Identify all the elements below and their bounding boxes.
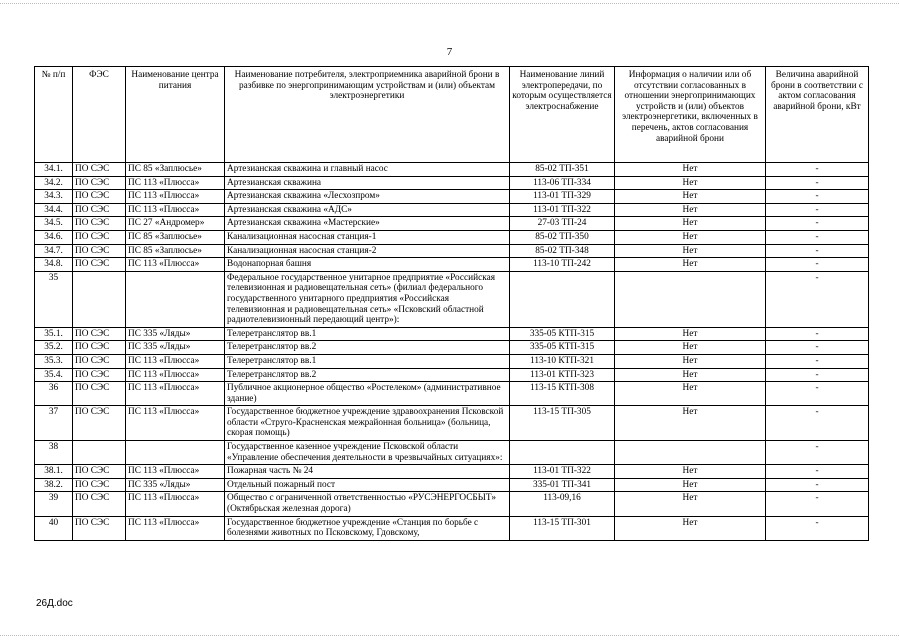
cell-info: Нет bbox=[615, 354, 766, 368]
header-consumer: Наименование потребителя, электроприемника аварийной брони в разбивке по энергопринимающим устройствам и (или) объектам электроэнергетики bbox=[225, 67, 510, 163]
cell-center: ПС 113 «Плюсса» bbox=[126, 368, 225, 382]
table-row bbox=[35, 163, 869, 177]
cell-consumer: Отдельный пожарный пост bbox=[225, 478, 510, 492]
cell-num: 38.2. bbox=[35, 478, 73, 492]
table-row bbox=[35, 203, 869, 217]
cell-consumer: Телеретранслятор вв.2 bbox=[225, 341, 510, 355]
cell-info: Нет bbox=[615, 478, 766, 492]
cell-fes: ПО СЭС bbox=[73, 382, 126, 406]
cell-num: 39 bbox=[35, 492, 73, 516]
cell-center: ПС 85 «Заплюсье» bbox=[126, 230, 225, 244]
cell-value: - bbox=[766, 516, 869, 540]
cell-fes: ПО СЭС bbox=[73, 492, 126, 516]
cell-num: 34.2. bbox=[35, 176, 73, 190]
header-center: Наименование центра питания bbox=[126, 67, 225, 163]
cell-fes: ПО СЭС bbox=[73, 341, 126, 355]
cell-num: 35 bbox=[35, 271, 73, 327]
cell-info: Нет bbox=[615, 203, 766, 217]
cell-value: - bbox=[766, 406, 869, 441]
cell-line: 335-05 КТП-315 bbox=[510, 327, 615, 341]
cell-fes: ПО СЭС bbox=[73, 354, 126, 368]
cell-fes: ПО СЭС bbox=[73, 406, 126, 441]
table-row bbox=[35, 271, 869, 327]
table-header-row bbox=[35, 67, 869, 163]
table-row bbox=[35, 258, 869, 272]
table-row bbox=[35, 354, 869, 368]
cell-num: 40 bbox=[35, 516, 73, 540]
cell-center bbox=[126, 441, 225, 465]
cell-consumer: Государственное бюджетное учреждение здравоохранения Псковской области «Струго-Красненская межрайонная больница» (больница, скорая помощь) bbox=[225, 406, 510, 441]
cell-line: 85-02 ТП-351 bbox=[510, 163, 615, 177]
table-row bbox=[35, 368, 869, 382]
cell-value: - bbox=[766, 465, 869, 479]
table-row bbox=[35, 217, 869, 231]
cell-line: 113-15 КТП-308 bbox=[510, 382, 615, 406]
cell-value: - bbox=[766, 327, 869, 341]
cell-fes: ПО СЭС bbox=[73, 203, 126, 217]
cell-consumer: Артезианская скважина «Лесхозпром» bbox=[225, 190, 510, 204]
cell-center: ПС 335 «Ляды» bbox=[126, 478, 225, 492]
cell-value: - bbox=[766, 382, 869, 406]
cell-fes: ПО СЭС bbox=[73, 163, 126, 177]
cell-info: Нет bbox=[615, 382, 766, 406]
cell-value: - bbox=[766, 176, 869, 190]
cell-value: - bbox=[766, 354, 869, 368]
table-row bbox=[35, 190, 869, 204]
cell-value: - bbox=[766, 271, 869, 327]
table-row bbox=[35, 327, 869, 341]
cell-consumer: Федеральное государственное унитарное предприятие «Российская телевизионная и радиовещательная сеть» (филиал федерального государственного унитарного предприятия «Российская телевизионная и радиовещательная сеть» «Псковский областной радиотелевизионный передающий центр»): bbox=[225, 271, 510, 327]
cell-fes: ПО СЭС bbox=[73, 244, 126, 258]
cell-center: ПС 85 «Заплюсье» bbox=[126, 163, 225, 177]
cell-info: Нет bbox=[615, 368, 766, 382]
cell-info: Нет bbox=[615, 163, 766, 177]
table-row bbox=[35, 492, 869, 516]
cell-line: 113-15 ТП-301 bbox=[510, 516, 615, 540]
cell-info: Нет bbox=[615, 465, 766, 479]
cell-line: 113-10 ТП-242 bbox=[510, 258, 615, 272]
cell-num: 35.2. bbox=[35, 341, 73, 355]
cell-value: - bbox=[766, 492, 869, 516]
table-row bbox=[35, 244, 869, 258]
cell-info bbox=[615, 441, 766, 465]
header-num: № п/п bbox=[35, 67, 73, 163]
cell-line: 85-02 ТП-350 bbox=[510, 230, 615, 244]
cell-info: Нет bbox=[615, 327, 766, 341]
table-row bbox=[35, 478, 869, 492]
cell-value: - bbox=[766, 230, 869, 244]
cell-center: ПС 335 «Ляды» bbox=[126, 341, 225, 355]
cell-num: 35.3. bbox=[35, 354, 73, 368]
cell-line: 113-15 ТП-305 bbox=[510, 406, 615, 441]
cell-info bbox=[615, 271, 766, 327]
cell-info: Нет bbox=[615, 176, 766, 190]
cell-consumer: Артезианская скважина «АДС» bbox=[225, 203, 510, 217]
cell-center: ПС 113 «Плюсса» bbox=[126, 406, 225, 441]
cell-center: ПС 27 «Андромер» bbox=[126, 217, 225, 231]
cell-value: - bbox=[766, 244, 869, 258]
table-row bbox=[35, 230, 869, 244]
cell-info: Нет bbox=[615, 190, 766, 204]
cell-fes: ПО СЭС bbox=[73, 176, 126, 190]
cell-info: Нет bbox=[615, 341, 766, 355]
header-info: Информация о наличии или об отсутствии согласованных в отношении энергопринимающих устройств и (или) объектов электроэнергетики, включенных в перечень, актов согласования аварийной брони bbox=[615, 67, 766, 163]
cell-value: - bbox=[766, 217, 869, 231]
cell-line: 27-03 ТП-24 bbox=[510, 217, 615, 231]
cell-num: 38.1. bbox=[35, 465, 73, 479]
cell-num: 34.1. bbox=[35, 163, 73, 177]
cell-line bbox=[510, 271, 615, 327]
cell-center: ПС 335 «Ляды» bbox=[126, 327, 225, 341]
cell-center: ПС 113 «Плюсса» bbox=[126, 190, 225, 204]
cell-line: 113-06 ТП-334 bbox=[510, 176, 615, 190]
header-fes: ФЭС bbox=[73, 67, 126, 163]
cell-num: 34.8. bbox=[35, 258, 73, 272]
cell-value: - bbox=[766, 478, 869, 492]
cell-center: ПС 113 «Плюсса» bbox=[126, 354, 225, 368]
cell-value: - bbox=[766, 163, 869, 177]
header-value: Величина аварийной брони в соответствии с актом согласования аварийной брони, кВт bbox=[766, 67, 869, 163]
cell-consumer: Телеретранслятор вв.1 bbox=[225, 354, 510, 368]
cell-info: Нет bbox=[615, 516, 766, 540]
cell-center: ПС 113 «Плюсса» bbox=[126, 382, 225, 406]
cell-fes: ПО СЭС bbox=[73, 478, 126, 492]
cell-num: 36 bbox=[35, 382, 73, 406]
cell-line: 113-01 ТП-329 bbox=[510, 190, 615, 204]
cell-num: 34.7. bbox=[35, 244, 73, 258]
cell-consumer: Водонапорная башня bbox=[225, 258, 510, 272]
cell-line: 113-10 КТП-321 bbox=[510, 354, 615, 368]
cell-consumer: Пожарная часть № 24 bbox=[225, 465, 510, 479]
cell-num: 35.4. bbox=[35, 368, 73, 382]
cell-fes: ПО СЭС bbox=[73, 217, 126, 231]
cell-line: 113-01 ТП-322 bbox=[510, 465, 615, 479]
scan-edge-top bbox=[0, 3, 899, 5]
cell-fes: ПО СЭС bbox=[73, 258, 126, 272]
reserve-table bbox=[34, 66, 869, 541]
cell-num: 34.5. bbox=[35, 217, 73, 231]
cell-center: ПС 113 «Плюсса» bbox=[126, 258, 225, 272]
cell-line: 85-02 ТП-348 bbox=[510, 244, 615, 258]
cell-num: 34.3. bbox=[35, 190, 73, 204]
table-row bbox=[35, 406, 869, 441]
file-name-footer: 26Д.doc bbox=[36, 598, 73, 609]
cell-value: - bbox=[766, 190, 869, 204]
cell-line: 335-01 ТП-341 bbox=[510, 478, 615, 492]
table-row bbox=[35, 382, 869, 406]
cell-center: ПС 113 «Плюсса» bbox=[126, 176, 225, 190]
cell-line: 113-01 ТП-322 bbox=[510, 203, 615, 217]
cell-consumer: Государственное бюджетное учреждение «Станция по борьбе с болезнями животных по Псковскому, Гдовскому, bbox=[225, 516, 510, 540]
cell-num: 38 bbox=[35, 441, 73, 465]
table-row bbox=[35, 441, 869, 465]
cell-center: ПС 113 «Плюсса» bbox=[126, 492, 225, 516]
cell-fes bbox=[73, 441, 126, 465]
cell-num: 35.1. bbox=[35, 327, 73, 341]
cell-num: 37 bbox=[35, 406, 73, 441]
cell-value: - bbox=[766, 203, 869, 217]
cell-fes: ПО СЭС bbox=[73, 465, 126, 479]
cell-consumer: Артезианская скважина bbox=[225, 176, 510, 190]
cell-fes: ПО СЭС bbox=[73, 516, 126, 540]
cell-center: ПС 113 «Плюсса» bbox=[126, 516, 225, 540]
cell-info: Нет bbox=[615, 258, 766, 272]
cell-info: Нет bbox=[615, 230, 766, 244]
cell-value: - bbox=[766, 441, 869, 465]
cell-consumer: Артезианская скважина «Мастерские» bbox=[225, 217, 510, 231]
scan-edge-bottom bbox=[0, 635, 899, 637]
cell-line: 113-09,16 bbox=[510, 492, 615, 516]
cell-consumer: Телеретранслятор вв.2 bbox=[225, 368, 510, 382]
cell-center: ПС 113 «Плюсса» bbox=[126, 203, 225, 217]
cell-value: - bbox=[766, 368, 869, 382]
page-number: 7 bbox=[446, 46, 453, 58]
cell-consumer: Канализационная насосная станция-2 bbox=[225, 244, 510, 258]
table-row bbox=[35, 465, 869, 479]
cell-info: Нет bbox=[615, 492, 766, 516]
cell-consumer: Публичное акционерное общество «Ростелеком» (административное здание) bbox=[225, 382, 510, 406]
cell-center: ПС 85 «Заплюсье» bbox=[126, 244, 225, 258]
table-row bbox=[35, 516, 869, 540]
cell-center: ПС 113 «Плюсса» bbox=[126, 465, 225, 479]
cell-consumer: Государственное казенное учреждение Псковской области «Управление обеспечения деятельности в чрезвычайных ситуациях»: bbox=[225, 441, 510, 465]
cell-consumer: Телеретранслятор вв.1 bbox=[225, 327, 510, 341]
cell-info: Нет bbox=[615, 217, 766, 231]
cell-consumer: Артезианская скважина и главный насос bbox=[225, 163, 510, 177]
cell-line: 335-05 КТП-315 bbox=[510, 341, 615, 355]
cell-value: - bbox=[766, 258, 869, 272]
header-line: Наименование линий электропередачи, по которым осуществляется электроснабжение bbox=[510, 67, 615, 163]
cell-fes: ПО СЭС bbox=[73, 230, 126, 244]
cell-num: 34.4. bbox=[35, 203, 73, 217]
cell-info: Нет bbox=[615, 406, 766, 441]
cell-fes: ПО СЭС bbox=[73, 327, 126, 341]
cell-fes bbox=[73, 271, 126, 327]
table-row bbox=[35, 176, 869, 190]
table-row bbox=[35, 341, 869, 355]
cell-fes: ПО СЭС bbox=[73, 368, 126, 382]
cell-center bbox=[126, 271, 225, 327]
cell-line: 113-01 КТП-323 bbox=[510, 368, 615, 382]
cell-consumer: Канализационная насосная станция-1 bbox=[225, 230, 510, 244]
cell-value: - bbox=[766, 341, 869, 355]
cell-info: Нет bbox=[615, 244, 766, 258]
cell-num: 34.6. bbox=[35, 230, 73, 244]
cell-line bbox=[510, 441, 615, 465]
cell-consumer: Общество с ограниченной ответственностью «РУСЭНЕРГОСБЫТ» (Октябрьская железная дорога) bbox=[225, 492, 510, 516]
cell-fes: ПО СЭС bbox=[73, 190, 126, 204]
